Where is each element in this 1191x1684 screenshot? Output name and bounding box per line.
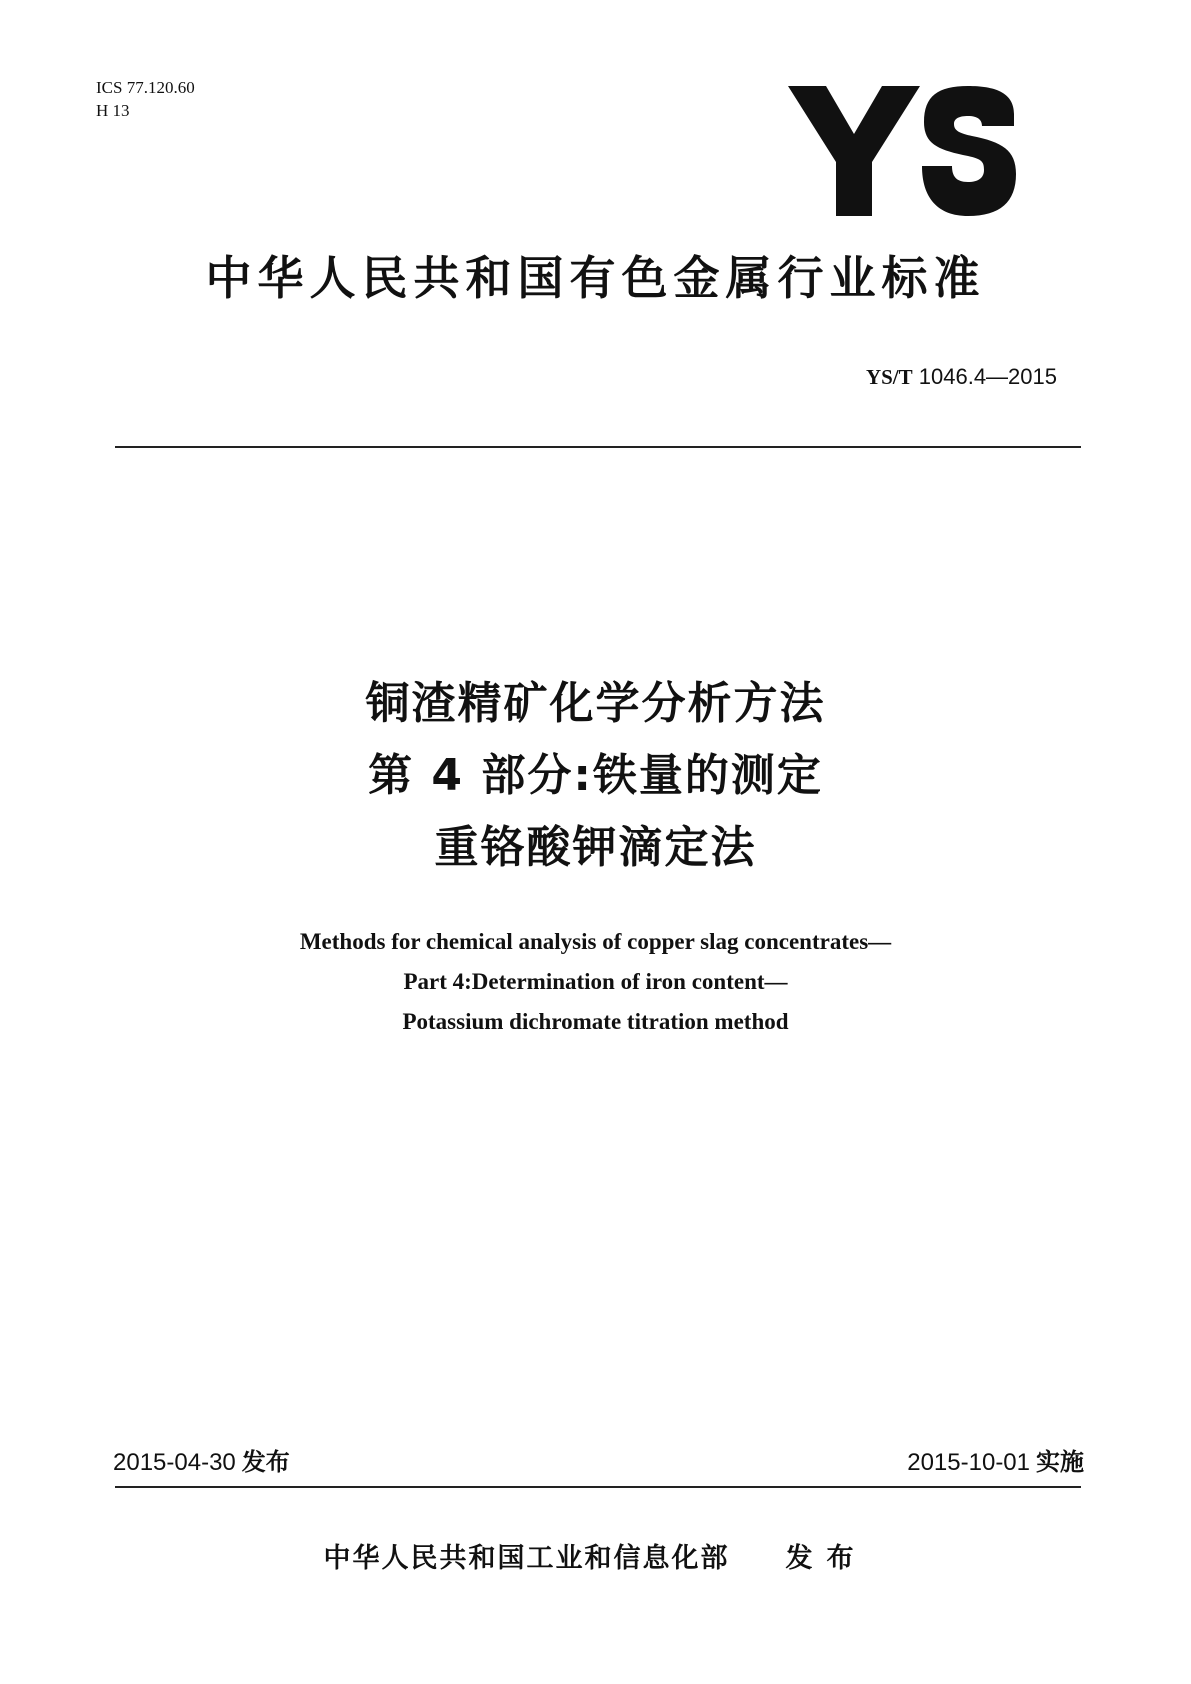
ys-logo bbox=[788, 86, 1020, 216]
english-title-line-2: Part 4:Determination of iron content— bbox=[403, 969, 788, 994]
issuing-authority: 中华人民共和国工业和信息化部 bbox=[323, 1543, 730, 1574]
standard-number-value: 1046.4—2015 bbox=[918, 364, 1057, 389]
implementation-label: 实施 bbox=[1036, 1448, 1084, 1476]
org-title: 中华人民共和国有色金属行业标准 bbox=[205, 251, 986, 305]
ics-code: ICS 77.120.60 bbox=[96, 78, 195, 97]
issue-date bbox=[113, 1446, 290, 1479]
implementation-date-value: 2015-10-01 bbox=[907, 1449, 1030, 1476]
ys-logo-letter-s bbox=[922, 86, 1016, 216]
chinese-title-line-3: 重铬酸钾滴定法 bbox=[434, 822, 757, 873]
issue-label: 发布 bbox=[241, 1448, 290, 1476]
bottom-divider bbox=[115, 1486, 1081, 1488]
chinese-title bbox=[0, 668, 1191, 884]
english-title-line-1: Methods for chemical analysis of copper slag concentrates— bbox=[299, 929, 892, 954]
ys-logo-letter-y bbox=[788, 86, 920, 216]
ccs-code: H 13 bbox=[96, 101, 130, 120]
standard-prefix: YS/T bbox=[865, 365, 913, 389]
english-title-line-3: Potassium dichromate titration method bbox=[402, 1009, 789, 1034]
issue-date-value: 2015-04-30 bbox=[113, 1449, 236, 1476]
classification-codes bbox=[96, 76, 195, 122]
implementation-date bbox=[907, 1446, 1084, 1479]
chinese-title-line-1: 铜渣精矿化学分析方法 bbox=[365, 678, 826, 729]
standard-number bbox=[866, 362, 1057, 392]
publish-label: 发布 bbox=[785, 1543, 868, 1574]
english-title bbox=[0, 922, 1191, 1042]
top-divider bbox=[115, 446, 1081, 448]
issuer-row bbox=[0, 1540, 1191, 1578]
chinese-title-line-2: 第 4 部分:铁量的测定 bbox=[368, 750, 823, 801]
